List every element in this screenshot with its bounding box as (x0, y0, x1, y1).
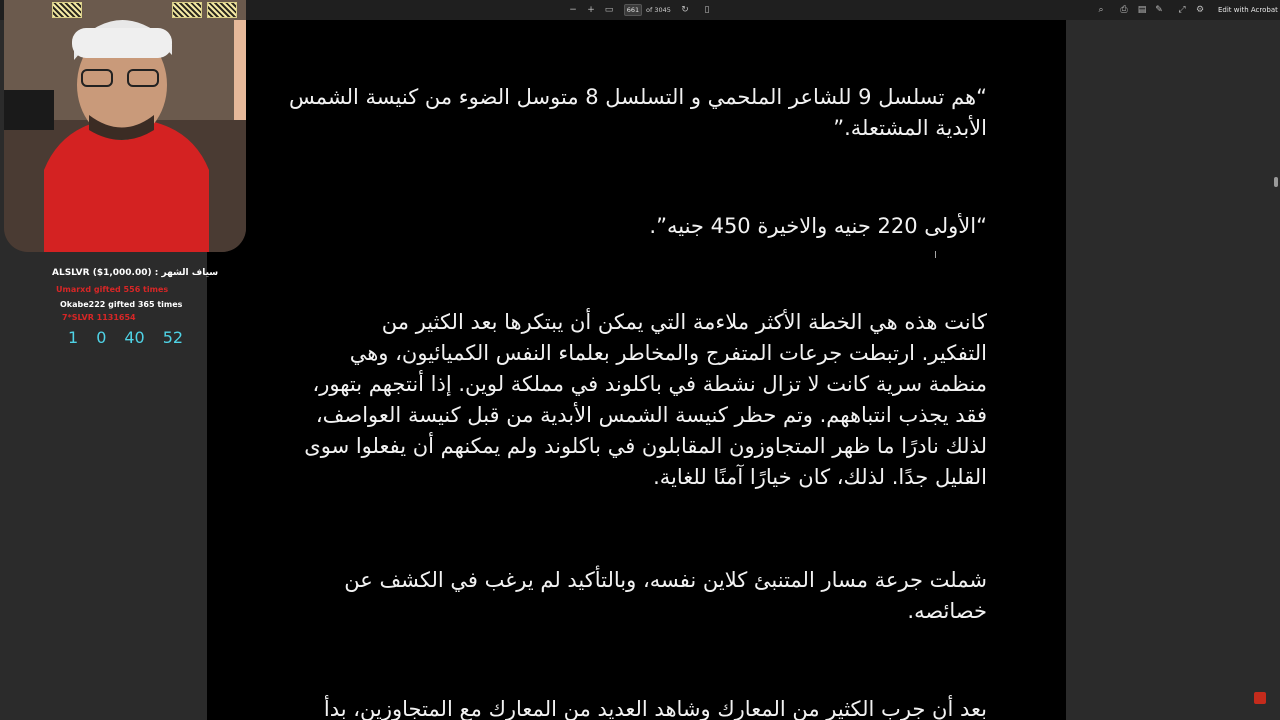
page-view-icon[interactable]: ▯ (704, 5, 710, 15)
print-icon[interactable]: ⎙ (1120, 5, 1128, 15)
search-icon[interactable]: ⌕ (1098, 5, 1104, 15)
edit-icon[interactable]: ✎ (1155, 5, 1163, 15)
page-total-label: of 3045 (646, 6, 671, 14)
vertical-scrollbar[interactable] (1272, 20, 1280, 720)
gift-alert-red-2: 7*SLVR 1131654 (62, 313, 136, 322)
zoom-in-icon[interactable]: + (587, 5, 595, 15)
open-external-icon[interactable]: ⤢ (1178, 5, 1186, 15)
settings-icon[interactable]: ⚙ (1195, 5, 1205, 15)
paragraph-3: كانت هذه هي الخطة الأكثر ملاءمة التي يمكن أن يبتكرها بعد الكثير من التفكير. ارتبطت جرعات المتفرج والمخاطر بعلماء النفس الكميائيون، وهي منظمة سرية كانت لا تزال نشطة في باكلوند في مملكة لوين. إذا أنتجهم بتهور، فقد يجذب انتباههم. وتم حظر كنيسة الشمس الأبدية من قبل كنيسة العواصف، لذلك نادرًا ما ظهر المتجاوزون المقابلون في باكلوند ولم يمكنهم أن يفعلوا سوى القليل جدًا. لذلك، كان خيارًا آمنًا للغاية. (304, 310, 987, 489)
stream-overlay (0, 0, 247, 352)
pdf-page (207, 20, 1066, 720)
counter-1: 1 (68, 328, 79, 347)
zoom-out-icon[interactable]: − (569, 5, 577, 15)
gift-alert-white: Okabe222 gifted 365 times (60, 300, 183, 309)
paragraph-2: “الأولى 220 جنيه والاخيرة 450 جنيه”. (649, 214, 987, 238)
webcam-feed (4, 0, 246, 252)
right-gutter (1066, 20, 1280, 720)
save-icon[interactable]: ▤ (1137, 5, 1147, 15)
counter-4: 52 (162, 328, 184, 347)
text-cursor-icon: I (934, 250, 937, 261)
rotate-icon[interactable]: ↻ (681, 5, 689, 15)
paragraph-1: “هم تسلسل 9 للشاعر الملحمي و التسلسل 8 متوسل الضوء من كنيسة الشمس الأبدية المشتعلة.” (288, 85, 987, 140)
page-number-input[interactable] (624, 4, 642, 16)
gift-alert-red: Umarxd gifted 556 times (56, 285, 169, 294)
paragraph-5: بعد أن جرب الكثير من المعارك وشاهد العديد من المعارك مع المتجاوزين، بدأ (323, 697, 987, 720)
paragraph-4: شملت جرعة مسار المتنبئ كلاين نفسه، وبالتأكيد لم يرغب في الكشف عن خصائصه. (344, 568, 987, 623)
crown-icon (52, 2, 82, 18)
stream-counters (68, 328, 183, 347)
crown-icon (172, 2, 202, 18)
crown-icon (207, 2, 237, 18)
fit-page-icon[interactable]: ▭ (604, 5, 614, 15)
webcam-image (4, 0, 246, 252)
scroll-thumb[interactable] (1274, 177, 1278, 187)
counter-3: 40 (124, 328, 145, 347)
edit-with-acrobat-button[interactable]: Edit with Acrobat (1218, 6, 1278, 14)
top-donation-alert: ALSLVR ($1,000.00) : سياف الشهر (52, 268, 219, 278)
acrobat-logo-icon (1254, 692, 1266, 704)
counter-2: 0 (96, 328, 107, 347)
